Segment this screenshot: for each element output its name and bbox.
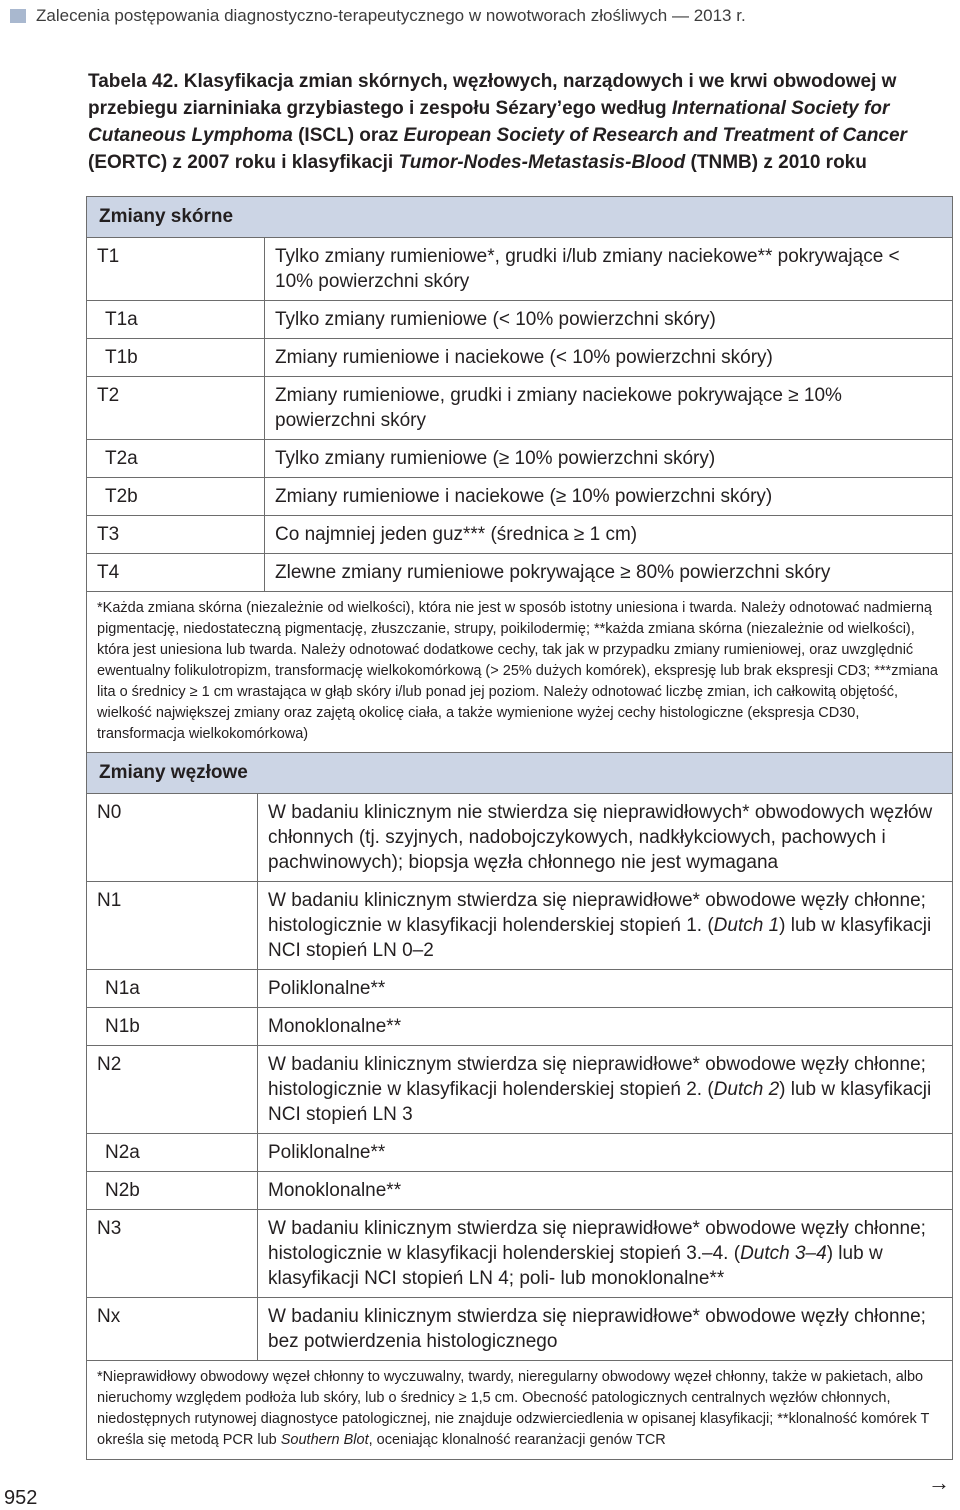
table-row <box>87 970 952 1008</box>
stage-description: Tylko zmiany rumieniowe (≥ 10% powierzchni skóry) <box>264 440 952 477</box>
stage-code: T3 <box>97 524 120 545</box>
next-page-arrow-icon: → <box>928 1470 950 1495</box>
table-row <box>87 440 952 478</box>
stage-code: T2a <box>105 448 138 469</box>
stage-description: Tylko zmiany rumieniowe (< 10% powierzchni skóry) <box>264 301 952 338</box>
description-italic: Dutch 2 <box>713 1079 780 1100</box>
caption-italic: European Society of Research and Treatment of Cancer <box>403 125 907 146</box>
stage-code: N2b <box>105 1180 140 1201</box>
caption-part: (TNMB) z 2010 roku <box>685 152 867 173</box>
stage-code: T1 <box>97 246 120 267</box>
header-square-marker <box>10 9 26 23</box>
stage-description: W badaniu klinicznym nie stwierdza się nieprawidłowych* obwodowych węzłów chłonnych (tj. szyjnych, nadobojczykowych, nadkłykciowych, pachowych i pachwinowych); biopsja węzła chłonnego nie jest wymagana <box>257 794 952 881</box>
description-part: W badaniu klinicznym stwierdza się nieprawidłowe* obwodowe węzły chłonne; histologicznie w klasyfikacji holenderskiej stopień 1. ( <box>268 890 926 936</box>
description-part: ) lub w klasyfikacji NCI stopień LN 0–2 <box>268 915 932 961</box>
description-part: ) lub w klasyfikacji NCI stopień LN 3 <box>268 1079 932 1125</box>
description-italic: Dutch 1 <box>713 915 780 936</box>
stage-description: Co najmniej jeden guz*** (średnica ≥ 1 cm) <box>264 516 952 553</box>
stage-code: T1a <box>105 309 138 330</box>
page-number: 952 <box>4 1487 38 1509</box>
stage-code: T1b <box>105 347 138 368</box>
stage-code: N3 <box>97 1218 122 1239</box>
header-text: Zalecenia postępowania diagnostyczno-terapeutycznego w nowotworach złośliwych — 2013 r. <box>36 6 746 25</box>
table-caption <box>88 68 950 176</box>
footnote-part: , oceniając klonalność rearanżacji genów TCR <box>368 1432 666 1448</box>
skin-changes-table <box>86 196 953 754</box>
table-row <box>87 1046 952 1134</box>
stage-description: Zmiany rumieniowe i naciekowe (< 10% powierzchni skóry) <box>264 339 952 376</box>
caption-part: (ISCL) oraz <box>292 125 404 146</box>
stage-description: Monoklonalne** <box>257 1172 952 1209</box>
stage-description: Poliklonalne** <box>257 970 952 1007</box>
table-row <box>87 554 952 592</box>
footnote-italic: Southern Blot <box>280 1432 369 1448</box>
caption-italic: International Society for Cutaneous Lymphoma <box>88 98 890 146</box>
stage-code: N2a <box>105 1142 140 1163</box>
stage-description: Poliklonalne** <box>257 1134 952 1171</box>
caption-part: Tabela 42. Klasyfikacja zmian skórnych, węzłowych, narządowych i we krwi obwodowej w przebiegu ziarniniaka grzybiastego i zespołu Sézary’ego według <box>88 71 897 119</box>
section-heading: Zmiany węzłowe <box>87 753 952 794</box>
description-part: W badaniu klinicznym stwierdza się nieprawidłowe* obwodowe węzły chłonne; histologicznie w klasyfikacji holenderskiej stopień 2. ( <box>268 1054 926 1100</box>
node-changes-table <box>86 752 953 1460</box>
section-heading: Zmiany skórne <box>87 197 952 238</box>
table-row <box>87 1134 952 1172</box>
stage-description <box>257 882 952 969</box>
stage-description <box>257 1046 952 1133</box>
table-row <box>87 1172 952 1210</box>
table-row <box>87 882 952 970</box>
stage-code: T4 <box>97 562 120 583</box>
stage-code: Nx <box>97 1306 121 1327</box>
stage-description <box>257 1210 952 1297</box>
stage-description: Tylko zmiany rumieniowe*, grudki i/lub zmiany naciekowe** pokrywające < 10% powierzchni skóry <box>264 238 952 300</box>
table-row <box>87 1008 952 1046</box>
skin-footnote: *Każda zmiana skórna (niezależnie od wielkości), która nie jest w sposób istotny uniesiona i twarda. Należy odnotować nadmierną pigmentację, niedostateczną pigmentację, złuszczanie, strupy, poikilodermię; **każda zmiana skórna (niezależnie od wielkości), która jest uniesiona lub twarda. Należy odnotować dodatkowe cechy, tak jak w przypadku zmiany rumieniowej, oraz uwzględnić ewentualny folikulotropizm, transformację wielkokomórkową (> 25% dużych komórek), ekspresję lub brak ekspresji CD3; ***zmiana lita o średnicy ≥ 1 cm wrastająca w głąb skóry i/lub ponad jej poziom. Należy odnotować liczbę zmian, ich całkowitą objętość, wielkość największej zmiany oraz zajętą okolicę ciała, a także wymienione wyżej cechy histologiczne (ekspresja CD30, transformacja wielkokomórkowa) <box>97 600 938 742</box>
stage-code: T2 <box>97 385 120 406</box>
stage-code: N0 <box>97 802 122 823</box>
nodes-footnote <box>87 1361 952 1459</box>
stage-code: N2 <box>97 1054 122 1075</box>
caption-italic: Tumor-Nodes-Metastasis-Blood <box>398 152 686 173</box>
stage-description: Zlewne zmiany rumieniowe pokrywające ≥ 80% powierzchni skóry <box>264 554 952 591</box>
stage-description: Zmiany rumieniowe, grudki i zmiany naciekowe pokrywające ≥ 10% powierzchni skóry <box>264 377 952 439</box>
stage-description: Monoklonalne** <box>257 1008 952 1045</box>
table-row <box>87 377 952 440</box>
footnote-part: *Nieprawidłowy obwodowy węzeł chłonny to wyczuwalny, twardy, nieregularny obwodowy węzeł chłonny, także w pakietach, albo nieruchomy względem podłoża lub skóry, lub o średnicy ≥ 1,5 cm. Obecność patologicznych centralnych węzłów chłonnych, niedostępnych rutynowej diagnostyce patologicznej, nie znajduje odzwierciedlenia w opisanej klasyfikacji; **klonalność komórek T określa się metodą PCR lub <box>97 1369 930 1448</box>
footnote-row <box>87 1361 952 1459</box>
stage-description: Zmiany rumieniowe i naciekowe (≥ 10% powierzchni skóry) <box>264 478 952 515</box>
caption-part: (EORTC) z 2007 roku i klasyfikacji <box>88 152 399 173</box>
stage-code: N1b <box>105 1016 140 1037</box>
running-header <box>10 4 746 28</box>
stage-code: N1a <box>105 978 140 999</box>
description-italic: Dutch 3–4 <box>740 1243 827 1264</box>
table-row <box>87 1210 952 1298</box>
table-row <box>87 516 952 554</box>
table-row <box>87 478 952 516</box>
table-row <box>87 301 952 339</box>
footnote-row <box>87 592 952 753</box>
stage-code: T2b <box>105 486 138 507</box>
stage-description: W badaniu klinicznym stwierdza się nieprawidłowe* obwodowe węzły chłonne; bez potwierdzenia histologicznego <box>257 1298 952 1360</box>
stage-code: N1 <box>97 890 122 911</box>
table-row <box>87 238 952 301</box>
table-row <box>87 1298 952 1361</box>
description-part: ) lub w klasyfikacji NCI stopień LN 4; poli- lub monoklonalne** <box>268 1243 883 1289</box>
table-row <box>87 794 952 882</box>
table-row <box>87 339 952 377</box>
description-part: W badaniu klinicznym stwierdza się nieprawidłowe* obwodowe węzły chłonne; histologicznie w klasyfikacji holenderskiej stopień 3.–4. ( <box>268 1218 926 1264</box>
